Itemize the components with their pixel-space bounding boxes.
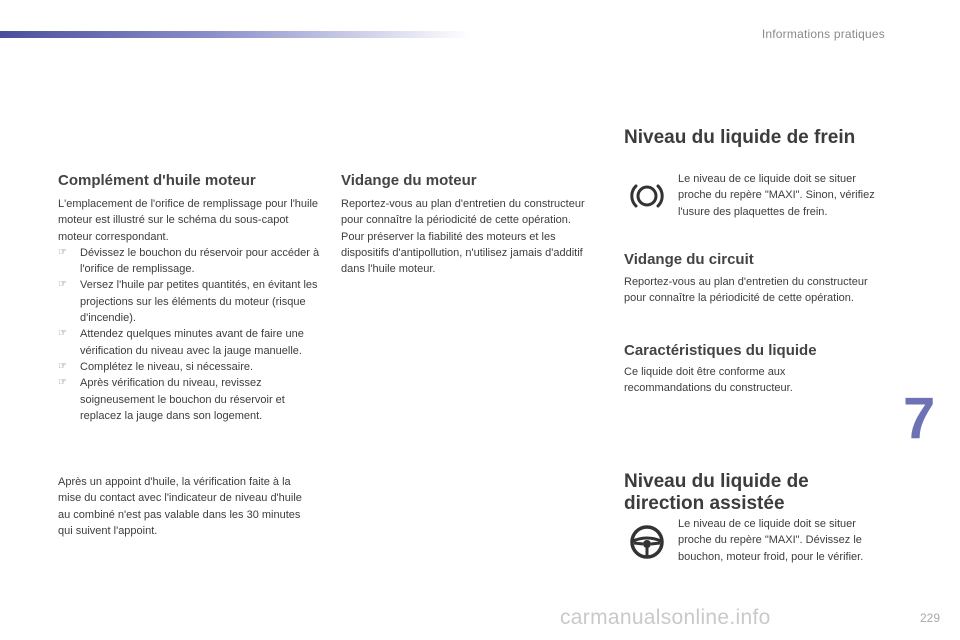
fluid-spec-text: Ce liquide doit être conforme aux recommandations du constructeur.	[624, 366, 793, 395]
header-gradient-bar	[0, 31, 470, 38]
power-steering-title-line1: Niveau du liquide de	[624, 471, 809, 492]
power-steering-title	[624, 471, 809, 515]
circuit-drain-text: Reportez-vous au plan d'entretien du constructeur pour connaître la périodicité de cette opération.	[624, 276, 868, 305]
steering-wheel-icon	[627, 522, 667, 562]
step-item: ☞ Dévissez le bouchon du réservoir pour accéder à l'orifice de remplissage.	[58, 245, 320, 278]
power-steering-text: Le niveau de ce liquide doit se situer proche du repère "MAXI". Dévissez le bouchon, moteur froid, pour le vérifier.	[678, 518, 864, 563]
page-number: 229	[919, 611, 940, 625]
brake-fluid-title: Niveau du liquide de frein	[624, 127, 856, 148]
watermark: carmanualsonline.info	[560, 606, 771, 629]
step-item: ☞ Attendez quelques minutes avant de faire une vérification du niveau avec la jauge manuelle.	[58, 326, 320, 359]
oil-topup-intro: L'emplacement de l'orifice de remplissage pour l'huile moteur est illustré sur le schéma du sous-capot moteur correspondant.	[58, 198, 319, 243]
oil-topup-note: Après un appoint d'huile, la vérification faite à la mise du contact avec l'indicateur de niveau d'huile au combiné n'est pas valable dans les 30 minutes qui suivent l'appoint.	[58, 476, 302, 537]
engine-oil-change-text: Reportez-vous au plan d'entretien du constructeur pour connaître la périodicité de cette opération. Pour préserver la fiabilité des moteurs et les dispositifs d'antipollution, n'utilisez jamais d'additif dans l'huile moteur.	[341, 198, 585, 276]
oil-topup-title: Complément d'huile moteur	[58, 172, 256, 189]
oil-topup-steps	[58, 245, 320, 424]
chapter-title: Informations pratiques	[761, 27, 885, 41]
step-item: ☞ Versez l'huile par petites quantités, en évitant les projections sur les éléments du moteur (risque d'incendie).	[58, 277, 320, 326]
brake-fluid-text: Le niveau de ce liquide doit se situer proche du repère "MAXI". Sinon, vérifiez l'usure des plaquettes de frein.	[678, 173, 875, 218]
power-steering-title-line2: direction assistée	[624, 493, 785, 514]
step-item: ☞ Après vérification du niveau, revissez soigneusement le bouchon du réservoir et replacez la jauge dans son logement.	[58, 375, 320, 424]
brake-warning-icon	[627, 176, 667, 216]
chapter-number: 7	[903, 386, 936, 451]
step-item: ☞ Complétez le niveau, si nécessaire.	[58, 359, 320, 375]
engine-oil-change-title: Vidange du moteur	[341, 172, 477, 189]
oil-topup-body	[58, 196, 320, 424]
fluid-spec-title: Caractéristiques du liquide	[624, 342, 817, 359]
circuit-drain-title: Vidange du circuit	[624, 251, 754, 268]
